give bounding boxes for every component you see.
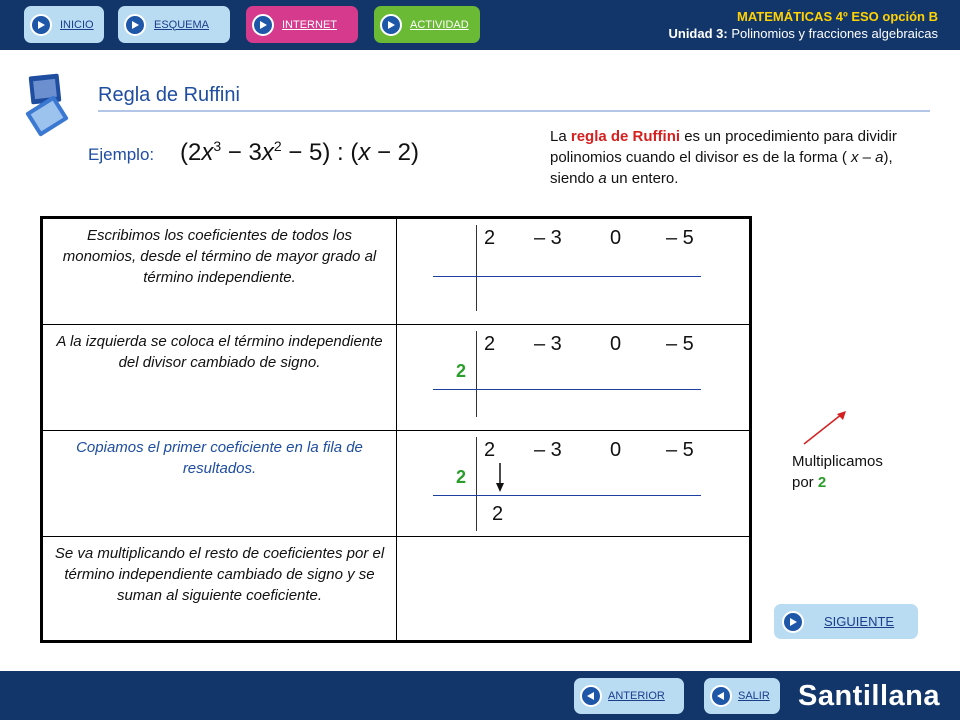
unit-label: Unidad 3:	[668, 26, 728, 41]
definition-highlight: regla de Ruffini	[570, 128, 681, 145]
down-arrow-icon	[494, 463, 506, 493]
divisor-value: 2	[456, 361, 467, 381]
definition-pre: La	[550, 128, 571, 145]
salir-label: SALIR	[738, 690, 770, 702]
play-icon	[782, 611, 804, 633]
bottom-bar	[0, 671, 960, 720]
result-value: 2	[492, 503, 504, 525]
coefficient: 0	[610, 333, 622, 355]
step-diagram-3	[398, 431, 749, 536]
play-icon	[380, 14, 402, 36]
note-line-1: Multiplicamos	[792, 453, 883, 470]
note-line-2-pre: por	[792, 474, 818, 491]
definition-end: un entero.	[606, 170, 679, 187]
step-text-2: A la izquierda se coloca el término independiente del divisor cambiado de signo.	[43, 325, 397, 430]
step-text-4: Se va multiplicando el resto de coeficientes por el término independiente cambiado de signo y se suman al siguiente coeficiente.	[43, 537, 397, 640]
definition-post: es un procedimiento para dividir polinomios cuando el divisor es de la forma (	[550, 128, 897, 166]
actividad-button[interactable]	[374, 6, 480, 43]
section-logo-icon	[20, 72, 80, 138]
siguiente-label: SIGUIENTE	[824, 614, 895, 629]
note-line-2	[792, 472, 883, 493]
definition-dash: –	[858, 149, 876, 166]
step-text-1: Escribimos los coeficientes de todos los monomios, desde el término de mayor grado al término independiente.	[43, 219, 397, 324]
unit-name: Polinomios y fracciones algebraicas	[731, 26, 938, 41]
coefficient: – 3	[534, 333, 562, 355]
play-icon	[30, 14, 52, 36]
arrow-up-right-icon	[800, 408, 850, 448]
play-icon	[252, 14, 274, 36]
course-unit	[668, 25, 938, 42]
ruffini-steps-table	[40, 216, 752, 643]
step-row-3	[43, 431, 749, 537]
definition-mid: ), siendo	[550, 149, 893, 187]
step-row-1	[43, 219, 749, 325]
step-row-2	[43, 325, 749, 431]
example-formula: $(2x^3 - 3x^2 - 5)$ : (x − 2)	[180, 138, 420, 166]
coefficient: 2	[484, 333, 496, 355]
back-icon	[710, 685, 732, 707]
divisor-value: 2	[456, 467, 467, 487]
back-icon	[580, 685, 602, 707]
ruffini-vertical-line	[476, 331, 477, 417]
course-title: MATEMÁTICAS 4º ESO opción B	[737, 9, 938, 24]
multiply-note	[792, 451, 883, 493]
esquema-label: ESQUEMA	[154, 18, 210, 31]
note-value: 2	[817, 474, 827, 491]
anterior-button[interactable]	[574, 678, 684, 714]
ruffini-horizontal-line	[433, 389, 701, 390]
definition-var-a2: a	[598, 170, 607, 187]
step-text-3: Copiamos el primer coeficiente en la fila de resultados.	[43, 431, 397, 536]
example-label: Ejemplo:	[88, 145, 155, 164]
ruffini-horizontal-line	[433, 495, 701, 496]
inicio-label: INICIO	[60, 18, 94, 31]
title-divider	[98, 110, 930, 112]
coefficient: 2	[484, 227, 496, 249]
inicio-button[interactable]	[24, 6, 104, 43]
internet-label: INTERNET	[282, 18, 337, 31]
step-diagram-1	[398, 219, 749, 324]
coefficient: 0	[610, 439, 622, 461]
coefficient: – 5	[666, 439, 694, 461]
coefficient: – 3	[534, 439, 562, 461]
santillana-logo: Santillana	[798, 680, 940, 712]
course-info	[668, 8, 938, 42]
step-diagram-4	[398, 537, 749, 640]
ruffini-horizontal-line	[433, 276, 701, 277]
coefficient: – 5	[666, 333, 694, 355]
play-icon	[124, 14, 146, 36]
coefficient: 2	[484, 439, 496, 461]
definition-var-a: a	[875, 149, 884, 166]
page-title: Regla de Ruffini	[98, 84, 240, 106]
step-row-4	[43, 537, 749, 640]
ruffini-vertical-line	[476, 437, 477, 531]
siguiente-button[interactable]	[774, 604, 918, 639]
definition-var-x: x	[850, 149, 859, 166]
salir-button[interactable]	[704, 678, 780, 714]
anterior-label: ANTERIOR	[608, 690, 665, 702]
internet-button[interactable]	[246, 6, 358, 43]
step-diagram-2	[398, 325, 749, 430]
coefficient: – 3	[534, 227, 562, 249]
ruffini-definition	[550, 126, 940, 189]
esquema-button[interactable]	[118, 6, 230, 43]
coefficient: – 5	[666, 227, 694, 249]
top-bar	[0, 0, 960, 50]
ruffini-vertical-line	[476, 225, 477, 311]
coefficient: 0	[610, 227, 622, 249]
actividad-label: ACTIVIDAD	[410, 18, 469, 31]
